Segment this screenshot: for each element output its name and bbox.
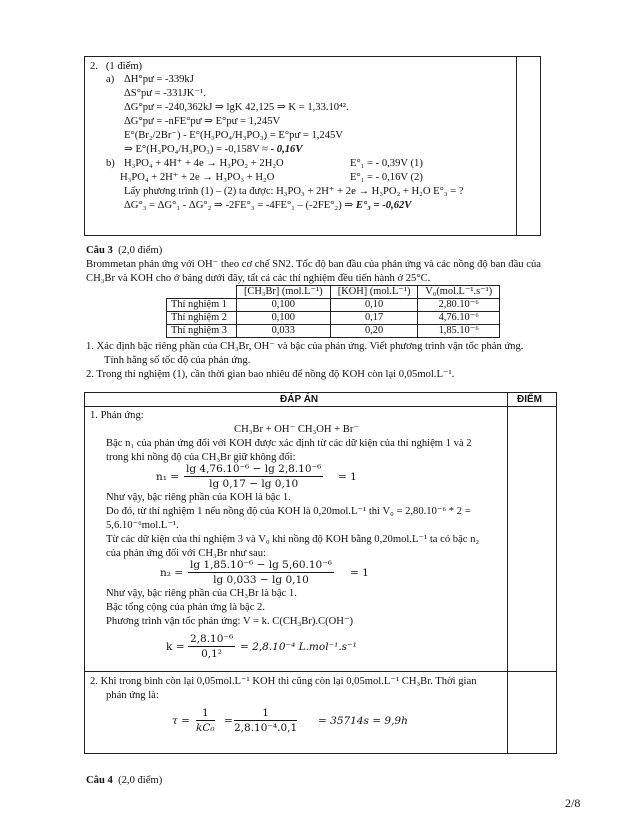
part2-item: 2. (1 điểm)	[90, 61, 143, 72]
table-cell: 0,100	[236, 299, 330, 312]
experiment-table	[166, 285, 500, 338]
tau-numerator-2: 1	[234, 706, 297, 721]
part2-b4: ΔG°₃ = ΔG°₁ - ΔG°₂ ⇒ -2FE°₃ = -4FE°₁ – (-2FE°₂) ⇒ E°₃ = -0,62V	[124, 200, 412, 211]
part2-a1: ΔH°pư = -339kJ	[124, 74, 194, 85]
n2-result: = 1	[350, 567, 369, 579]
part2-b2-potential: E°₁ = - 0,16V (2)	[350, 172, 423, 183]
question-3-part1-line2: Tính hằng số tốc độ của phản ứng.	[104, 355, 251, 366]
question-3-intro-line1: Brommetan phản ứng với OH⁻ theo cơ chế SN2. Tốc độ ban đầu của phản ứng và các nồng độ ban đầu của	[86, 259, 541, 270]
n2-label: n₂ =	[160, 567, 184, 579]
n1-label: n₁ =	[156, 471, 180, 483]
answer-points-divider	[507, 392, 508, 754]
answer-section2-line2: phản ứng là:	[106, 690, 159, 701]
n1-fraction	[184, 462, 323, 491]
table-cell: Thí nghiệm 1	[167, 299, 237, 312]
k-fraction	[188, 632, 235, 661]
k-numerator: 2,8.10⁻⁶	[190, 633, 234, 645]
table-cell: 0,100	[236, 312, 330, 325]
n2-fraction	[188, 558, 334, 587]
tau-equals: =	[224, 715, 233, 727]
question-4-title: Câu 4 (2,0 điểm)	[86, 775, 163, 786]
table-cell: 0,17	[330, 312, 418, 325]
answer-line-1: Bậc n₁ của phản ứng đối với KOH được xác định từ các dữ kiện của thí nghiệm 1 và 2	[106, 438, 472, 449]
k-denominator: 0,1²	[201, 648, 223, 660]
part2-b3: Lấy phương trình (1) – (2) ta được: H₃PO₃ + 2H⁺ + 2e → H₃PO₂ + H₂O E°₃ = ?	[124, 186, 464, 197]
question-3-title: Câu 3 (2,0 điểm)	[86, 245, 163, 256]
answer-line-3: Như vậy, bậc riêng phần của KOH là bậc 1.	[106, 492, 291, 503]
n2-numerator: lg 1,85.10⁻⁶ − lg 5,60.10⁻⁶	[190, 559, 332, 571]
tau-denominator-2: 2,8.10⁻⁴.0,1	[234, 722, 298, 734]
table-cell: Thí nghiệm 3	[167, 325, 237, 338]
answer-section-divider	[84, 671, 557, 672]
reaction-equation: CH₃Br + OH⁻ CH₃OH + Br⁻	[234, 424, 359, 435]
table-cell: 4,76.10⁻⁶	[418, 312, 500, 325]
part2-b2-equation: H₃PO₄ + 2H⁺ + 2e → H₃PO₃ + H₂O	[120, 172, 275, 183]
n1-denominator: lg 0,17 − lg 0,10	[209, 478, 299, 490]
answer-header: ĐÁP ÁN	[280, 394, 319, 405]
part2-a-label: a)	[106, 74, 115, 85]
question-3-intro-line2: CH₃Br và KOH cho ở bảng dưới đây, tất cả các thí nghiệm đều tiến hành ở 25°C.	[86, 273, 431, 284]
n1-numerator: lg 4,76.10⁻⁶ − lg 2,8.10⁻⁶	[186, 463, 322, 475]
answer-line-4: Do đó, từ thí nghiệm 1 nếu nồng độ của KOH là 0,20mol.L⁻¹ thì V₀ = 2,80.10⁻⁶ * 2 =	[106, 506, 471, 517]
answer-section2-line1: 2. Khi trong bình còn lại 0,05mol.L⁻¹ KOH thì cũng còn lại 0,05mol.L⁻¹ CH₃Br. Thời gian	[90, 676, 477, 687]
tau-numerator-1: 1	[196, 706, 215, 721]
question-3-part1-line1: 1. Xác định bậc riêng phần của CH₃Br, OH⁻ và bậc của phản ứng. Viết phương trình vận tốc phản ứng.	[86, 341, 524, 352]
answer-line-7: của phản ứng đối với CH₃Br như sau:	[106, 548, 266, 559]
table-row	[167, 312, 500, 325]
tau-denominator-1: kC₀	[196, 722, 215, 734]
part2-a2: ΔS°pư = -331JK⁻¹.	[124, 88, 206, 99]
table-cell: 2,80.10⁻⁶	[418, 299, 500, 312]
answer-line-9: Bậc tổng cộng của phản ứng là bậc 2.	[106, 602, 266, 613]
part2-a3: ΔG°pư = -240,362kJ ⇒ lgK 42,125 ⇒ K = 1,33.10⁴².	[124, 102, 349, 113]
answer-header-divider	[84, 406, 557, 407]
k-result: = 2,8.10⁻⁴ L.mol⁻¹.s⁻¹	[240, 641, 357, 653]
part2-b1-equation: H₃PO₄ + 4H⁺ + 4e → H₃PO₂ + 2H₂O	[124, 158, 284, 169]
points-column-divider	[516, 56, 517, 236]
table-row	[167, 299, 500, 312]
k-label: k =	[166, 641, 185, 653]
answer-line-2: trong khi nồng độ của CH₃Br giữ không đổi:	[106, 452, 296, 463]
tau-fraction-1	[196, 706, 215, 735]
part2-b1-potential: E°₁ = - 0,39V (1)	[350, 158, 423, 169]
table-row	[167, 325, 500, 338]
part2-b-label: b)	[106, 158, 115, 169]
table-header-ch3br: [CH₃Br] (mol.L⁻¹)	[236, 286, 330, 299]
table-cell: 0,033	[236, 325, 330, 338]
table-header-rate: V₀(mol.L⁻¹.s⁻¹)	[418, 286, 500, 299]
table-cell: 0,20	[330, 325, 418, 338]
answer-line-8: Như vậy, bậc riêng phần của CH₃Br là bậc 1.	[106, 588, 297, 599]
n2-denominator: lg 0,033 − lg 0,10	[213, 574, 309, 586]
part2-a6: ⇒ E°(H₃PO₄/H₃PO₃) = -0,158V ≈ - 0,16V	[124, 144, 303, 155]
part2-a4: ΔG°pư = -nFE°pư ⇒ E°pư = 1,245V	[124, 116, 281, 127]
n1-result: = 1	[338, 471, 357, 483]
answer-line-5: 5,6.10⁻⁶mol.L⁻¹.	[106, 520, 179, 531]
tau-result: = 35714s = 9,9h	[318, 715, 408, 727]
answer-line-6: Từ các dữ kiện của thí nghiệm 3 và V₀ khi nồng độ KOH bằng 0,20mol.L⁻¹ ta có bậc n₂	[106, 534, 480, 545]
tau-fraction-2	[234, 706, 297, 735]
table-header-koh: [KOH] (mol.L⁻¹)	[330, 286, 418, 299]
part2-a5: E°(Br₂/2Br⁻) - E°(H₃PO₄/H₃PO₃) = E°pư = 1,245V	[124, 130, 343, 141]
page-number: 2/8	[565, 796, 581, 810]
table-cell: 1,85.10⁻⁶	[418, 325, 500, 338]
table-header-empty	[167, 286, 237, 299]
table-header-row	[167, 286, 500, 299]
table-cell: 0,10	[330, 299, 418, 312]
points-header: ĐIỂM	[517, 394, 542, 405]
table-cell: Thí nghiệm 2	[167, 312, 237, 325]
answer-section1-title: 1. Phản ứng:	[90, 410, 144, 421]
tau-label: τ =	[172, 715, 190, 727]
answer-line-10: Phương trình vận tốc phản ứng: V = k. C(CH₃Br).C(OH⁻)	[106, 616, 354, 627]
question-3-part2: 2. Trong thí nghiệm (1), cần thời gian bao nhiêu để nồng độ KOH còn lại 0,05mol.L⁻¹.	[86, 369, 455, 380]
